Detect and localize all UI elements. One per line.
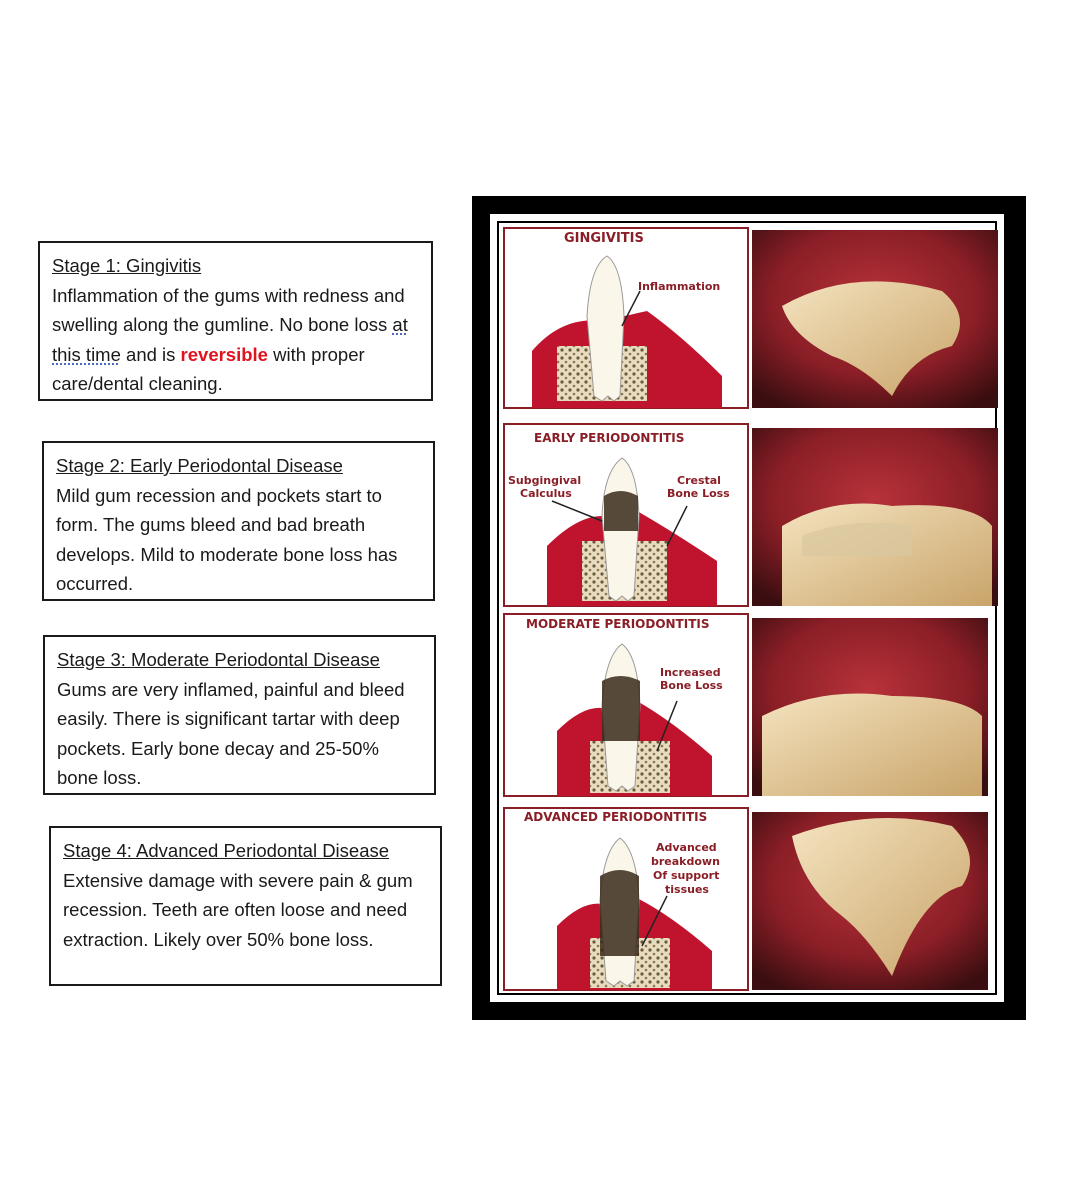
label-advanced: Advanced: [656, 841, 717, 854]
stage-3-text: Gums are very inflamed, painful and bleed easily. There is significant tartar with deep pockets. Early bone decay and 25-50% bone loss.: [57, 678, 405, 788]
reversible-highlight: reversible: [180, 343, 268, 365]
stage-3-title: Stage 3: Moderate Periodontal Disease: [57, 649, 380, 670]
panel-4-heading: ADVANCED PERIODONTITIS: [524, 810, 708, 824]
label-of-support: Of support: [653, 869, 720, 882]
label-calculus: Calculus: [520, 487, 572, 500]
panel-3-heading: MODERATE PERIODONTITIS: [526, 617, 710, 631]
label-crestal: Crestal: [677, 474, 721, 487]
stage-1-text-a: Inflammation of the gums with redness and swelling along the gumline. No bone loss: [52, 284, 405, 335]
panel-2-heading: EARLY PERIODONTITIS: [534, 431, 685, 445]
label-tissues: tissues: [665, 883, 709, 896]
label-inflammation: Inflammation: [638, 280, 721, 293]
label-bone-loss-2: Bone Loss: [660, 679, 723, 692]
panel-1-heading: GINGIVITIS: [564, 231, 644, 246]
stage-1-text-c: with proper care/dental cleaning.: [52, 343, 365, 394]
label-subgingival: Subgingival: [508, 474, 582, 487]
stage-2-text: Mild gum recession and pockets start to form. The gums bleed and bad breath develops. Mild to moderate bone loss has occurred.: [56, 484, 398, 594]
label-breakdown: breakdown: [651, 855, 720, 868]
tooth-diagram: [587, 256, 624, 401]
stage-2-box: [42, 441, 435, 601]
stage-1-box: [38, 241, 433, 401]
panel-moderate-periodontitis: [504, 614, 988, 796]
stage-2-title: Stage 2: Early Periodontal Disease: [56, 455, 343, 476]
label-increased: Increased: [660, 666, 721, 679]
stage-4-title: Stage 4: Advanced Periodontal Disease: [63, 840, 390, 861]
stage-3-box: [43, 635, 436, 795]
stage-1-dotted-text: at this time: [52, 314, 408, 365]
stage-4-text: Extensive damage with severe pain & gum recession. Teeth are often loose and need extraction. Likely over 50% bone loss.: [63, 869, 413, 950]
stage-1-text-b: and is: [120, 343, 181, 365]
panel-advanced-periodontitis: [504, 808, 988, 990]
label-bone-loss: Bone Loss: [667, 487, 730, 500]
periodontal-stages-diagram: [472, 196, 1026, 1020]
stage-4-box: [49, 826, 442, 986]
stage-1-title: Stage 1: Gingivitis: [52, 255, 202, 276]
